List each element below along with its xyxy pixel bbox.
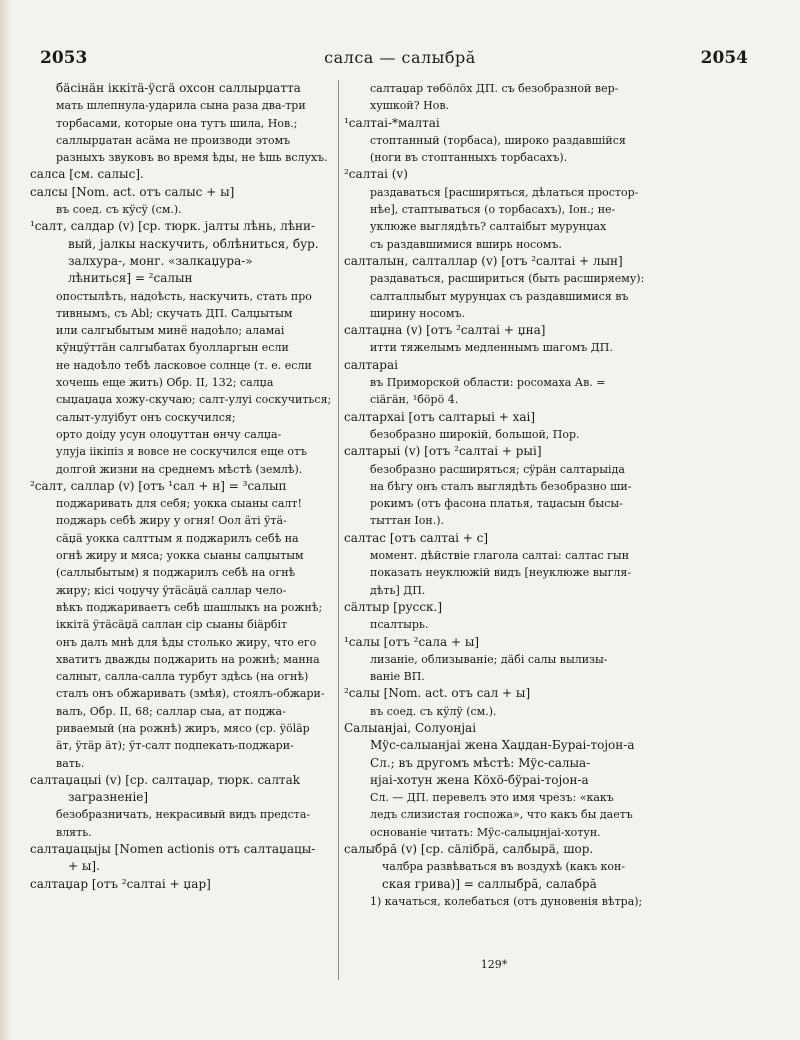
text-line: сыџаџаџа хожу-скучаю; салт-улуі соскучиться; [56,393,332,407]
text-line: салталлыбыт мурунџах съ раздавшимися въ [370,289,629,303]
text-line: (саллыбытым) я поджарилъ себѣ на огнѣ [56,566,296,580]
text-line: салсы [Nom. act. отъ салыс + ы] [30,184,235,199]
text-line: валъ, Обр. II, 68; саллар сыа, ат поджа- [56,704,286,718]
text-line: салтарыі (v) [отъ ²салтаі + рыі] [344,444,542,459]
signature-mark: 129* [480,958,508,971]
text-line: дѣть] ДП. [370,583,426,597]
text-line: (ноги въ стоптанныхъ торбасахъ). [370,151,568,165]
text-line: раздаваться, расшириться (быть расширяему): [370,272,644,286]
text-line: чалбра развѣваться въ воздухѣ (какъ кон- [382,860,626,874]
text-line: стоптанный (торбаса), широко раздавшійся [370,133,626,147]
text-line: загразненіе] [68,790,149,805]
text-line: поджаривать для себя; уокка сыаны салт! [56,497,302,511]
text-line: въ соед. съ кÿлÿ (см.). [370,704,497,718]
running-title: салса — салыбрӑ [324,48,476,67]
text-line: вѣкъ поджариваетъ себѣ шашлыкъ на рожнѣ; [56,600,323,614]
text-line: онъ далъ мнѣ для ѣды столько жиру, что его [56,635,317,649]
text-line: въ Приморской области: росомаха Ав. = [370,376,606,390]
text-line: или салгыбытым минё надоѣло; аламаі [56,324,285,338]
text-line: ¹салт, салдар (v) [ср. тюрк. jалты лѣнь, лѣни- [30,219,316,234]
page-edge-shadow [0,0,12,1040]
text-line: ¹салы [отъ ²сала + ы] [344,634,480,649]
text-line: бäсiнäн iккiтä-ÿсгä охсон саллырџатта [56,81,301,95]
text-line: влять. [56,825,92,839]
text-line: салыбрӑ (v) [ср. сäлiбрä, салбырä, шор. [344,842,594,857]
text-line: салтаџацыі (v) [ср. салтаџар, тюрк. салтаk [30,772,300,787]
text-line: рокимъ (отъ фасона платья, таџасын бысы- [370,497,623,511]
text-line: залхура-, монг. «залкаџура-» [68,253,253,268]
text-line: салтаџацыјы [Nomen actionis отъ салтаџацы- [30,842,316,857]
text-line: безобразничать, некрасивый видъ предста- [56,808,311,822]
text-line: салтараі [344,357,398,372]
text-line: вый, jалкы наскучить, облѣниться, бур. [68,236,319,251]
text-line: долгой жизни на среднемъ мѣстѣ (землѣ). [56,462,303,476]
text-line: салтаџар төбöлöх ДП. съ безобразной вер- [370,82,619,95]
text-line: ²салтаі (v) [344,167,408,182]
text-line: салса [см. салыс]. [30,167,144,182]
page-header [0,42,800,72]
text-line: тыттан Іон.). [370,514,444,528]
text-line: поджарь себѣ жиру у огня! Оол äті ÿтä- [56,514,287,528]
text-line: безобразно широкій, большой, Пор. [370,427,580,441]
right-column [344,80,644,980]
text-line: Сл. — ДП. перевелъ это имя чрезъ: «какъ [370,791,614,805]
text-line: сталъ онъ обжаривать (змѣя), стоялъ-обжари- [56,687,325,701]
text-line: въ соед. съ кÿсÿ (см.). [56,203,182,217]
text-line: съ раздавшимися вширь носомъ. [370,237,562,251]
text-line: нјаі-хотун жена Кöхö-бÿраі-тоjон-а [370,772,589,787]
left-column [30,80,336,980]
text-line: итти тяжелымъ медленнымъ шагомъ ДП. [370,341,613,355]
text-line: разныхъ звуковъ во время ѣды, не ѣшь вслухъ. [56,151,328,165]
text-line: лѣниться] = ²салын [68,271,193,286]
text-line: хватитъ дважды поджарить на рожнѣ; манна [56,652,320,666]
text-line: риваемый (на рожнѣ) жиръ, мясо (ср. ÿöläр [56,721,310,735]
text-line: Сл.; въ другомъ мѣстѣ: Мÿс-салыа- [370,755,591,770]
text-line: раздаваться [расширяться, дѣлаться простор- [370,185,639,199]
text-line: жиру; кiсi чоџучу ÿтäсäџä саллар чело- [56,583,287,597]
text-line: уклюже выглядѣть? салтаібыт мурунџах [370,220,607,234]
text-line: псалтырь. [370,618,429,632]
text-line: орто доіду усун олоџуттан өнчу салџа- [56,427,282,441]
text-line: салтаџна (v) [отъ ²салтаі + џна] [344,323,546,338]
text-line: лизаніе, облизываніе; дäбі салы вылизы- [370,652,608,666]
text-line: хочешь еще жить) Обр. II, 132; салџа [56,376,274,390]
text-line: торбасами, которые она тутъ шила, Нов.; [56,116,298,130]
text-line: момент. дѣйствіе глагола салтаі: салтас гын [370,549,630,563]
column-divider [338,80,339,980]
text-line: вать. [56,756,85,770]
text-line: 1) качаться, колебаться (отъ дуновенія вѣтра); [370,894,643,908]
text-line: ваніе ВП. [370,670,425,684]
text-line: тивнымъ, съ Abl; скучать ДП. Салџытым [56,306,293,320]
text-line: показать неуклюжій видъ [неуклюже выгля- [370,566,632,580]
text-line: мать шлепнула-ударила сына раза два-три [56,99,306,113]
text-line: Мÿс-салыанјаі жена Хаџдан-Бураі-тоjон-а [370,738,635,753]
text-line: äт, ÿтäр äт); ÿт-салт подпекать-поджари- [56,739,294,753]
text-line: саллырџатан асäма не производи этомъ [56,133,291,147]
text-line: улуја iiкiпiз я вовсе не соскучился еще отъ [56,445,308,459]
text-line: основаніе читать: Мÿс-салыџнјаі-хотун. [370,825,601,839]
text-line: салыт-улуібут онъ соскучился; [56,410,236,424]
text-line: салтас [отъ салтаі + с] [344,530,489,545]
left-page-number: 2053 [40,48,88,68]
text-line: салтархаі [отъ салтарыі + хаі] [344,409,536,424]
text-line: iккiтä ÿтäсäџä саллан сiр сыаны бiäрбiт [56,618,288,632]
text-line: ледъ слизистая госпожа», что какъ бы даетъ [370,808,633,822]
text-line: нѣе], стаптываться (о торбасахъ), Іон.; не- [370,203,616,217]
text-line: Салыанјаі, Солуонјаі [344,720,477,735]
right-page-number: 2054 [700,48,748,68]
text-line: сäџä уокка салттым я поджарилъ себѣ на [56,531,299,545]
text-line: салтаџар [отъ ²салтаі + џар] [30,876,211,891]
text-line: ширину носомъ. [370,306,466,320]
text-line: + ы]. [68,859,100,874]
text-line: сäлтыр [русск.] [344,599,443,614]
text-line: на бѣгу онъ сталъ выглядѣть безобразно ши- [370,479,632,493]
text-line: сiäгäн, ¹бöрö 4. [370,393,459,407]
text-line: безобразно расширяться; сÿрäн салтарыіда [370,462,625,476]
text-line: опостылѣть, надоѣсть, наскучить, стать про [56,289,312,303]
text-line: кÿнџÿттäн салгыбатах буолларгын если [56,341,289,355]
text-line: огнѣ жиру и мяса; уокка сыаны салџытым [56,549,304,563]
text-line: ¹салтаі-*малтаі [344,115,440,130]
text-line: салныт, салла-салла турбут здѣсь (на огнѣ) [56,670,309,684]
text-line: ²салт, саллар (v) [отъ ¹сал + н] = ³салып [30,478,287,493]
text-line: хушкой? Нов. [370,99,450,113]
text-line: салталын, салталлар (v) [отъ ²салтаі + лын] [344,253,623,268]
text-line: ская грива)] = саллыбрӑ, салабрӑ [382,876,597,891]
text-line: не надоѣло тебѣ ласковое солнце (т. е. если [56,358,312,372]
text-line: ²салы [Nom. act. отъ сал + ы] [344,686,531,701]
